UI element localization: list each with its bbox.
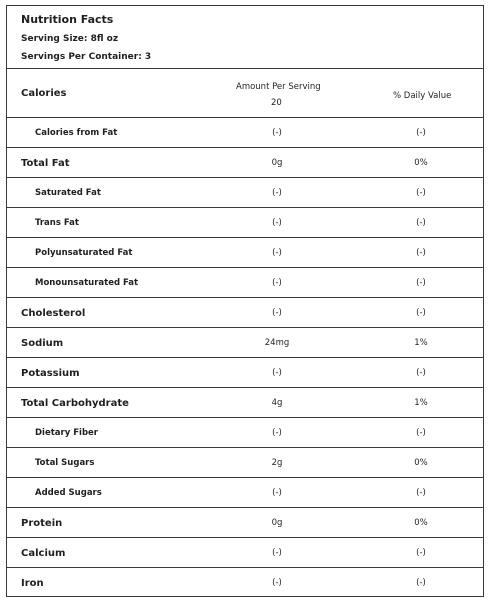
nutrient-label: Monounsaturated Fat bbox=[35, 278, 139, 288]
panel-title: Nutrition Facts bbox=[21, 13, 114, 26]
nutrient-amount: (-) bbox=[272, 368, 282, 378]
nutrient-amount: (-) bbox=[272, 308, 282, 318]
nutrient-label: Saturated Fat bbox=[35, 188, 101, 198]
daily-value-heading: % Daily Value bbox=[393, 91, 452, 101]
nutrient-daily-value: (-) bbox=[416, 578, 426, 588]
serving-size: Serving Size: 8fl oz bbox=[21, 34, 119, 44]
nutrient-label: Dietary Fiber bbox=[35, 428, 98, 438]
nutrition-facts-panel bbox=[6, 5, 484, 597]
nutrient-label: Total Carbohydrate bbox=[21, 398, 129, 409]
table-row bbox=[7, 298, 483, 328]
nutrient-daily-value: (-) bbox=[416, 218, 426, 228]
nutrient-amount: (-) bbox=[272, 578, 282, 588]
nutrient-label: Calcium bbox=[21, 548, 66, 559]
nutrient-amount: (-) bbox=[272, 248, 282, 258]
servings-per-container: Servings Per Container: 3 bbox=[21, 52, 152, 62]
table-row bbox=[7, 538, 483, 568]
nutrient-daily-value: (-) bbox=[416, 248, 426, 258]
nutrient-label: Polyunsaturated Fat bbox=[35, 248, 133, 258]
amount-per-serving-heading: Amount Per Serving bbox=[236, 82, 321, 92]
nutrient-label: Total Fat bbox=[21, 158, 70, 169]
nutrient-amount: 4g bbox=[271, 398, 283, 408]
nutrient-amount: (-) bbox=[272, 128, 282, 138]
nutrient-daily-value: (-) bbox=[416, 278, 426, 288]
table-row bbox=[7, 148, 483, 178]
table-row bbox=[7, 568, 483, 598]
calories-value: 20 bbox=[271, 98, 282, 108]
nutrient-table bbox=[7, 118, 483, 598]
table-row bbox=[7, 118, 483, 148]
table-row bbox=[7, 388, 483, 418]
nutrient-label: Protein bbox=[21, 518, 63, 529]
nutrition-header bbox=[7, 6, 483, 69]
nutrient-daily-value: (-) bbox=[416, 308, 426, 318]
calories-label: Calories bbox=[21, 88, 67, 99]
nutrient-daily-value: (-) bbox=[416, 368, 426, 378]
nutrient-label: Total Sugars bbox=[35, 458, 95, 468]
nutrient-amount: 24mg bbox=[264, 338, 290, 348]
nutrient-label: Sodium bbox=[21, 338, 64, 349]
table-row bbox=[7, 418, 483, 448]
nutrient-label: Potassium bbox=[21, 368, 80, 379]
table-row bbox=[7, 448, 483, 478]
nutrient-daily-value: (-) bbox=[416, 488, 426, 498]
nutrient-daily-value: (-) bbox=[416, 428, 426, 438]
nutrient-amount: 0g bbox=[271, 518, 283, 528]
nutrient-daily-value: 0% bbox=[414, 518, 428, 528]
nutrient-amount: 2g bbox=[271, 458, 283, 468]
table-row bbox=[7, 328, 483, 358]
nutrient-amount: (-) bbox=[272, 218, 282, 228]
nutrient-daily-value: 1% bbox=[414, 338, 428, 348]
nutrient-daily-value: 1% bbox=[414, 398, 428, 408]
nutrient-amount: (-) bbox=[272, 548, 282, 558]
nutrient-label: Calories from Fat bbox=[35, 128, 118, 138]
nutrient-label: Cholesterol bbox=[21, 308, 86, 319]
nutrient-amount: 0g bbox=[271, 158, 283, 168]
nutrient-amount: (-) bbox=[272, 188, 282, 198]
nutrient-daily-value: 0% bbox=[414, 158, 428, 168]
nutrient-label: Iron bbox=[21, 578, 44, 589]
nutrient-daily-value: (-) bbox=[416, 188, 426, 198]
nutrient-label: Added Sugars bbox=[35, 488, 102, 498]
table-row bbox=[7, 508, 483, 538]
table-row bbox=[7, 478, 483, 508]
column-header-row bbox=[7, 69, 483, 118]
nutrient-daily-value: (-) bbox=[416, 548, 426, 558]
table-row bbox=[7, 268, 483, 298]
table-row bbox=[7, 238, 483, 268]
nutrient-amount: (-) bbox=[272, 278, 282, 288]
nutrient-daily-value: (-) bbox=[416, 128, 426, 138]
table-row bbox=[7, 178, 483, 208]
table-row bbox=[7, 208, 483, 238]
nutrient-daily-value: 0% bbox=[414, 458, 428, 468]
nutrient-amount: (-) bbox=[272, 428, 282, 438]
nutrient-label: Trans Fat bbox=[35, 218, 79, 228]
nutrient-amount: (-) bbox=[272, 488, 282, 498]
table-row bbox=[7, 358, 483, 388]
